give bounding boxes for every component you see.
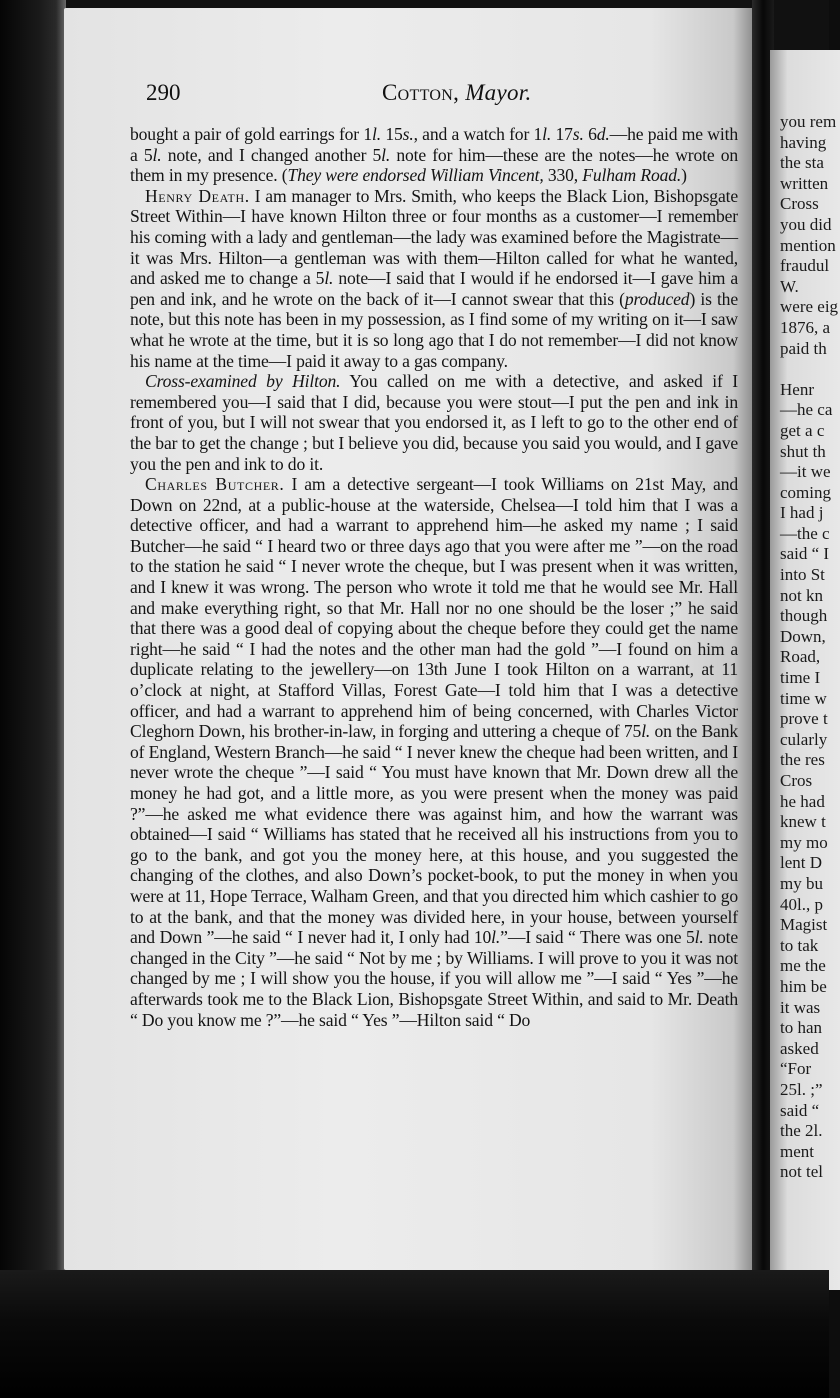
- facing-page-line: Cross: [780, 194, 819, 214]
- running-head-name: Cotton,: [382, 80, 460, 105]
- italic-text: produced: [624, 288, 690, 309]
- facing-page-line: time I: [780, 668, 821, 688]
- facing-page-line: —the c: [780, 523, 830, 543]
- text-run: note—I said that I would if he endorsed it—I gave him a pen and ink, and he wrote on the back of it—I cannot swear that this (: [130, 268, 738, 309]
- page-header: [140, 80, 740, 110]
- facing-page-line: not kn: [780, 585, 823, 605]
- facing-page-line: get a c: [780, 420, 825, 440]
- facing-page-line: Cros: [780, 771, 813, 790]
- facing-page-line: cularly: [780, 729, 828, 749]
- facing-page-line: —he ca: [780, 400, 833, 420]
- paragraph: [130, 124, 738, 186]
- facing-page-line: it was: [780, 997, 821, 1017]
- text-run: I am a detective sergeant—I took Williams on 21st May, and Down on 22nd, at a public-house at the waterside, Chelsea—I told him that I was a detective officer, and had a warrant to apprehend him—he asked my name ; I said Butcher—he said “ I heard two or three days ago that you were after me ”—on the road to the station he said “ I never wrote the cheque, but I was present when it was written, and I knew it was wrong. The person who wrote it told me that he would see Mr. Hall and make everything right, so that Mr. Hall nor no one should be the loser ;” he said that there was a good deal of copying about the cheque before they could get the name right—he said “ I had the notes and the other man had the gold ”—I found on him a duplicate relating to the jewellery—on 13th June I took Hilton on a warrant, at 11 o’clock at night, at Stafford Villas, Forest Gate—I told him that I was a detective officer, and had a warrant to apprehend him of being concerned, with Charles Victor Cleghorn Down, his brother-in-law, in forging and uttering a cheque of 75: [130, 474, 738, 742]
- scan-bottom-edge: [0, 1270, 829, 1398]
- text-run: ”—I said “ There was one 5: [500, 927, 695, 948]
- paragraph: [130, 371, 738, 474]
- running-head-title: Mayor.: [465, 80, 532, 105]
- facing-page-line: Henr: [780, 379, 814, 399]
- page-body-text: [130, 124, 738, 1030]
- facing-page-line: Down,: [780, 626, 826, 646]
- facing-page-line: Magist: [780, 915, 828, 935]
- facing-page-line: W.: [780, 276, 799, 296]
- facing-page-line: the 2l.: [780, 1121, 823, 1141]
- facing-page-line: paid th: [780, 338, 827, 358]
- facing-page-line: my bu: [780, 873, 823, 893]
- witness-name: Charles Butcher.: [145, 474, 285, 495]
- text-run: 330,: [543, 165, 583, 186]
- text-run: bought a pair of gold earrings for 1: [130, 124, 372, 144]
- witness-name: Henry Death.: [145, 185, 250, 206]
- facing-page-line: time w: [780, 688, 827, 708]
- facing-page-line: though: [780, 606, 828, 626]
- text-run: note, and I changed another 5: [161, 144, 382, 165]
- facing-page-line: the sta: [780, 153, 824, 173]
- facing-page-line: asked: [780, 1038, 819, 1058]
- text-run: 6: [583, 124, 597, 144]
- facing-page-line: —it we: [780, 462, 831, 482]
- italic-text: d.: [596, 124, 610, 144]
- facing-page-line: him be: [780, 976, 827, 996]
- facing-page-line: prove t: [780, 709, 828, 729]
- facing-page-line: having: [780, 132, 827, 152]
- italic-text: They were endorsed William Vincent,: [287, 165, 544, 186]
- italic-text: l.: [381, 144, 391, 165]
- facing-page-line: Road,: [780, 647, 821, 667]
- facing-page-line: he had: [780, 791, 825, 811]
- page-number: 290: [146, 80, 181, 105]
- facing-page-line: the res: [780, 750, 825, 770]
- italic-text: l.: [641, 721, 651, 742]
- italic-text: s.: [402, 124, 414, 144]
- text-run: 17: [551, 124, 573, 144]
- italic-text: l.: [372, 124, 381, 144]
- running-head: [382, 80, 532, 106]
- text-run: ): [681, 165, 687, 186]
- italic-text: s.: [572, 124, 584, 144]
- text-run: on the Bank of England, Western Branch—he said “ I never knew the cheque had been written, and I never wrote the cheque ”—I said “ You must have known that Mr. Down drew all the money he had got, and a little more, as you were present when the money was paid ?”—he asked me what evidence there was against him, and how the warrant was obtained—I said “ Williams has stated that he received all his instructions from you to go to the bank, and got you the money here, at this house, and you suggested the changing of the clothes, and also Down’s pocket-book, to put the money in when you were at 11, Hope Terrace, Walham Green, and that you directed him which cashier to go to at the bank, and that the money was divided here, in your house, between yourself and Down ”—he said “ I never had it, I only had 10: [130, 721, 738, 948]
- facing-page-line: you did: [780, 214, 832, 234]
- text-run: I am manager to Mrs. Smith, who keeps the Black Lion, Bishopsgate Street Within—I have known Hilton three or four months as a customer—I remember his coming with a lady and gentleman—the lady was examined before the Magistrate—it was Mrs. Hilton—a gentleman was with them—Hilton called for what he wanted, and asked me to change a 5: [130, 185, 738, 289]
- facing-page-line: ment: [780, 1141, 814, 1161]
- text-run: note for him—these are the notes—he wrote on them in my presence. (: [130, 144, 738, 186]
- facing-page-line: 40l., p: [780, 894, 823, 914]
- italic-text: l.: [491, 927, 501, 948]
- facing-page-line: lent D: [780, 853, 823, 873]
- text-run: 15: [381, 124, 403, 144]
- facing-page-line: said “: [780, 1100, 820, 1120]
- paragraph: [130, 474, 738, 1030]
- facing-page-line: coming: [780, 482, 831, 502]
- facing-page-line: written: [780, 173, 829, 193]
- facing-page-line: fraudul: [780, 256, 830, 276]
- facing-page-line: into St: [780, 565, 825, 585]
- paragraph: [130, 186, 738, 371]
- italic-text: l.: [694, 927, 704, 948]
- facing-page-line: 25l. ;”: [780, 1079, 823, 1099]
- facing-page-line: my mo: [780, 832, 828, 852]
- facing-page-line: to han: [780, 1018, 823, 1038]
- facing-page-line: “For: [780, 1059, 812, 1079]
- italic-text: l.: [152, 144, 162, 165]
- facing-page-line: 1876, a: [780, 317, 831, 337]
- facing-page-line: shut th: [780, 441, 826, 461]
- italic-text: l.: [542, 124, 552, 144]
- facing-page-line: mention: [780, 235, 836, 255]
- text-run: ) is the note, but this note has been in my possession, as I find some of my writing on it—I saw what he wrote at the time, but it is so long ago that I do not remember—I did not know his name at the time—I paid it away to a gas company.: [130, 288, 738, 371]
- text-run: , and a watch for 1: [413, 124, 543, 144]
- facing-page-line: me the: [780, 956, 826, 976]
- facing-page-line: I had j: [780, 503, 824, 523]
- italic-text: Fulham Road.: [582, 165, 682, 186]
- book-left-edge: [0, 0, 66, 1398]
- text-run: note changed in the City ”—he said “ Not by me ; by Williams. I will prove to you it was not changed by me ; I will show you the house, if you will allow me ”—I said “ Yes ”—he afterwards took me to the Black Lion, Bishopsgate Street Within, and said to Mr. Death “ Do you know me ?”—he said “ Yes ”—Hilton said “ Do: [130, 927, 738, 1030]
- facing-page-text: [780, 112, 840, 1183]
- text-run: —he paid me with a 5: [130, 124, 738, 165]
- italic-text: Cross-examined by Hilton.: [145, 371, 341, 392]
- facing-page-line: [780, 359, 840, 380]
- facing-page-line: you rem: [780, 112, 837, 131]
- facing-page-line: not tel: [780, 1162, 823, 1182]
- facing-page-line: were eig: [780, 297, 839, 317]
- italic-text: l.: [324, 268, 334, 289]
- facing-page-line: to tak: [780, 935, 819, 955]
- text-run: You called on me with a detective, and asked if I remembered you—I said that I did, because you were stout—I put the pen and ink in front of you, but I will not swear that you endorsed it, as I left to go to the other end of the bar to get the change ; but I believe you did, because you said you would, and I gave you the pen and ink to do it.: [130, 371, 738, 474]
- facing-page-line: knew t: [780, 812, 826, 832]
- facing-page-line: said “ I: [780, 544, 830, 564]
